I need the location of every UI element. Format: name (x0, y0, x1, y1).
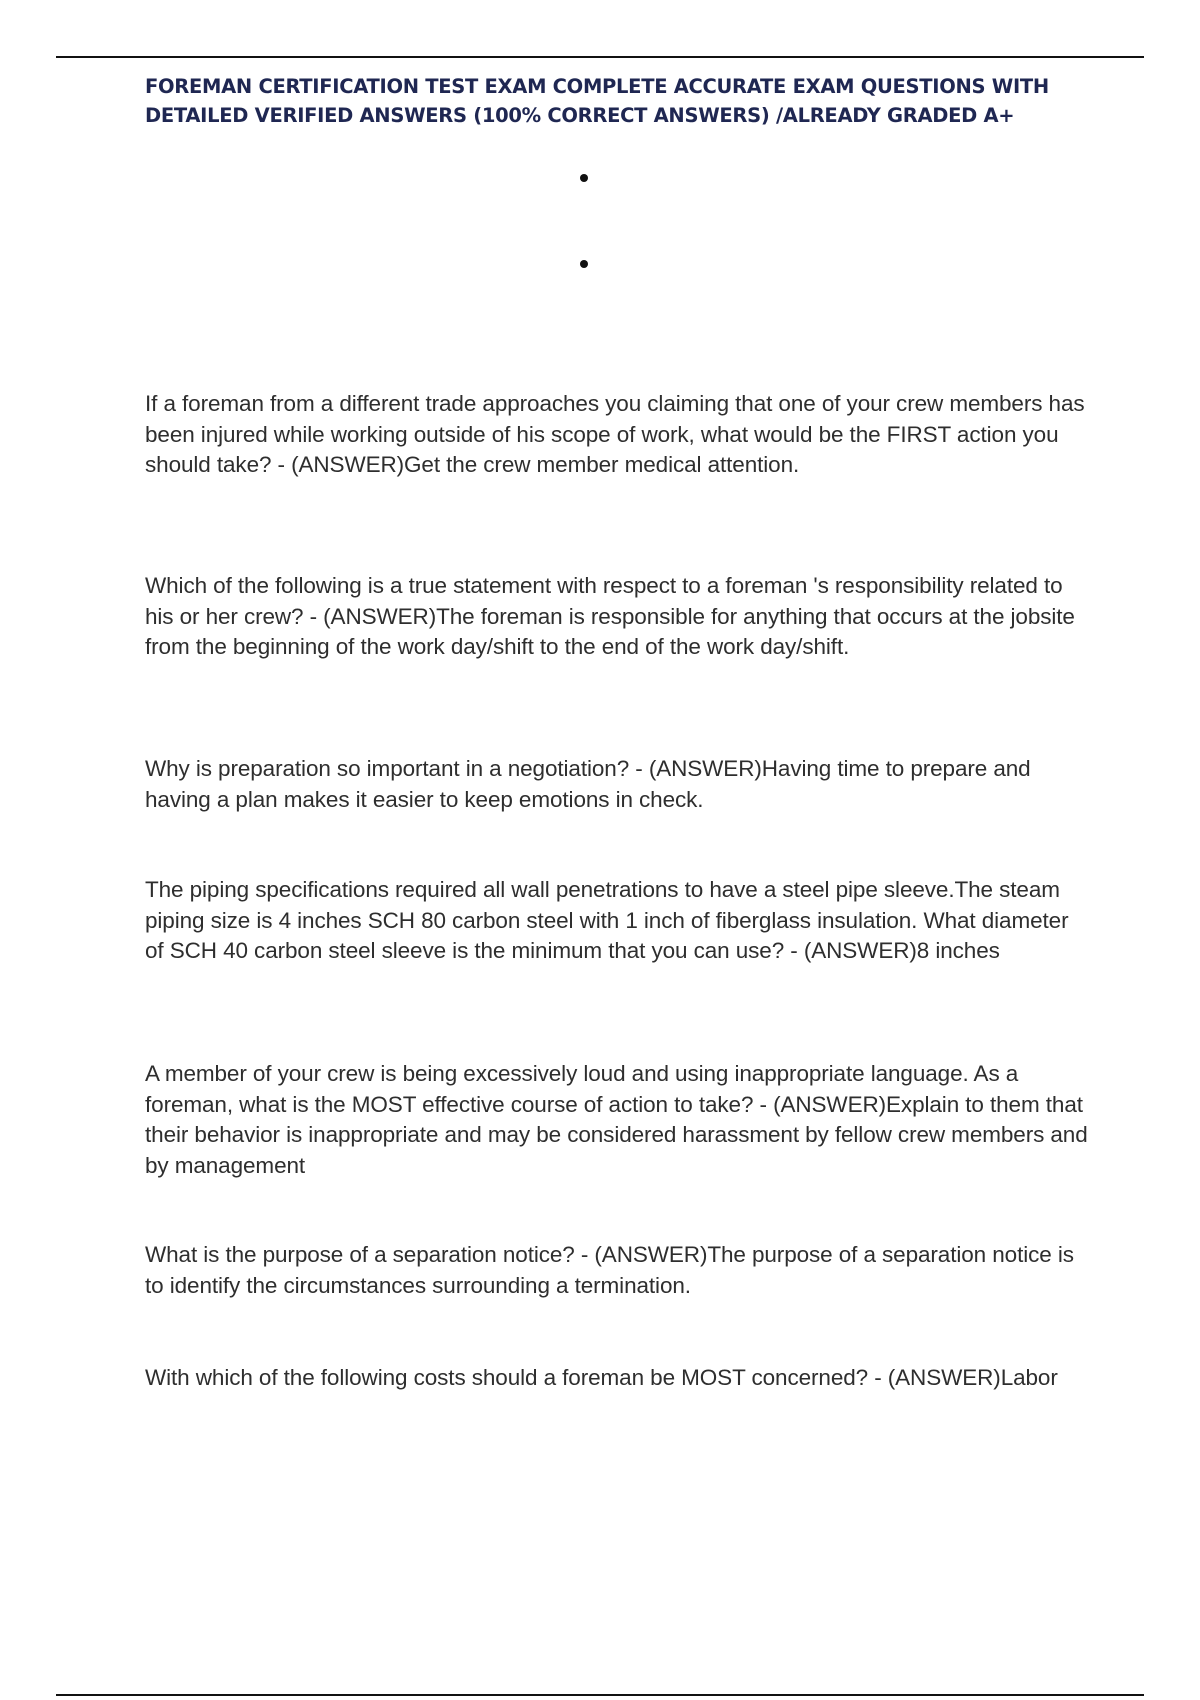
question-answer-7: With which of the following costs should a foreman be MOST concerned? - (ANSWER)Labor (145, 1365, 1058, 1390)
question-answer-2: Which of the following is a true statement with respect to a foreman 's responsibility related to his or her crew? - (ANSWER)The foreman is responsible for anything that occurs at the jobsite from the beginning of the work day/shift to the end of the work day/shift. (145, 573, 1075, 659)
bottom-rule (56, 1694, 1144, 1696)
question-answer-4: The piping specifications required all wall penetrations to have a steel pipe sleeve.The steam piping size is 4 inches SCH 80 carbon steel with 1 inch of fiberglass insulation. What diameter of SCH 40 carbon steel sleeve is the minimum that you can use? - (ANSWER)8 inches (145, 877, 1069, 963)
question-answer-3: Why is preparation so important in a negotiation? - (ANSWER)Having time to prepare and having a plan makes it easier to keep emotions in check. (145, 756, 1031, 812)
top-rule (56, 56, 1144, 58)
question-answer-5: A member of your crew is being excessively loud and using inappropriate language. As a foreman, what is the MOST effective course of action to take? - (ANSWER)Explain to them that their behavior is inappropriate and may be considered harassment by fellow crew members and by management (145, 1061, 1088, 1178)
question-answer-6: What is the purpose of a separation notice? - (ANSWER)The purpose of a separation notice is to identify the circumstances surrounding a termination. (145, 1242, 1074, 1298)
question-answer-1: If a foreman from a different trade approaches you claiming that one of your crew members has been injured while working outside of his scope of work, what would be the FIRST action you should take? - (ANSWER)Get the crew member medical attention. (145, 391, 1085, 477)
document-title: FOREMAN CERTIFICATION TEST EXAM COMPLETE ACCURATE EXAM QUESTIONS WITH DETAILED VERIFIED ANSWERS (100% CORRECT ANSWERS) /ALREADY GRADED A+ (145, 75, 1049, 127)
bullet-point (580, 174, 588, 182)
bullet-point (580, 260, 588, 268)
